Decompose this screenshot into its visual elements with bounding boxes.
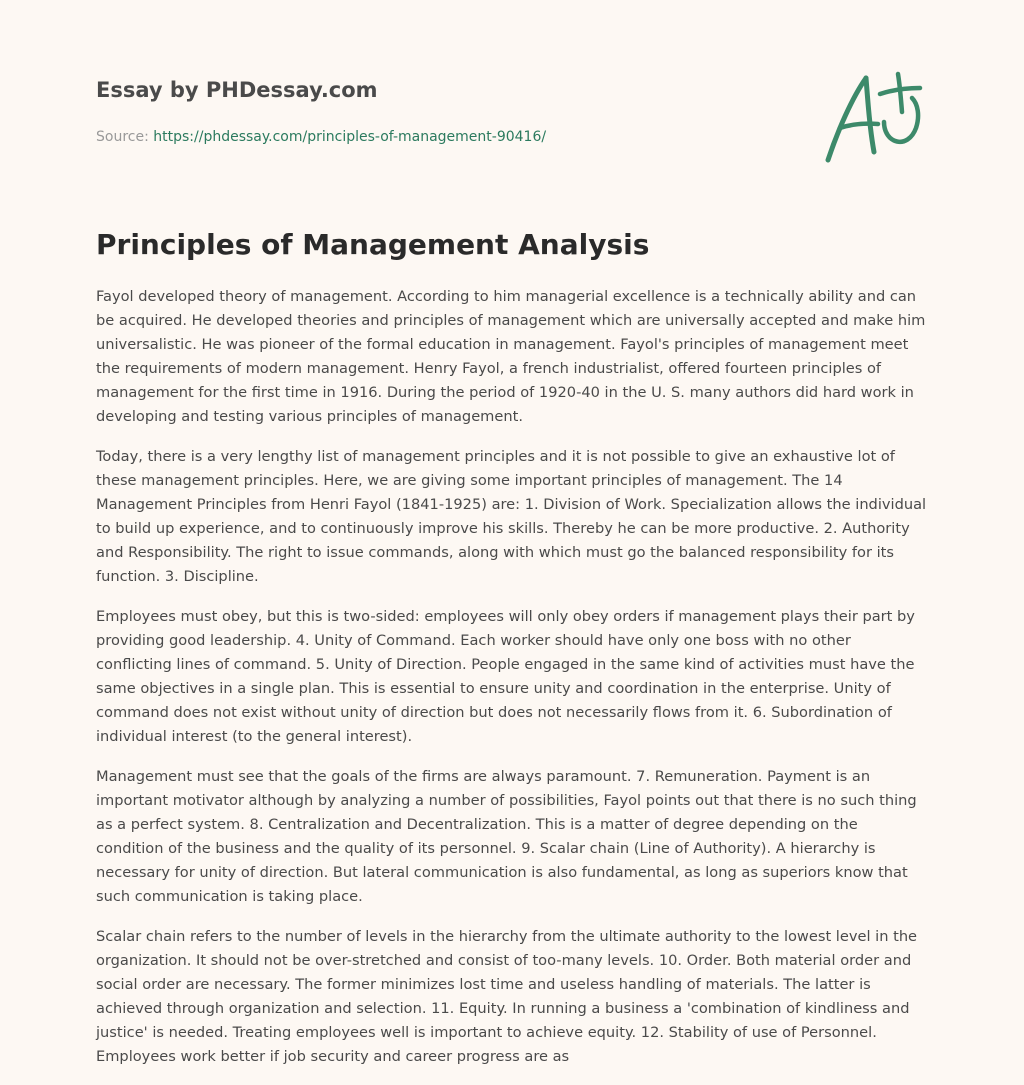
source-link[interactable]: https://phdessay.com/principles-of-management-90416/ bbox=[153, 129, 547, 145]
source-line bbox=[96, 128, 796, 146]
article-body bbox=[96, 285, 928, 1085]
paragraph: Management must see that the goals of the firms are always paramount. 7. Remuneration. Payment is an important motivator although by analyzing a number of possibilities, Fayol points out that there is no such thing as a perfect system. 8. Centralization and Decentralization. This is a matter of degree depending on the condition of the business and the quality of its personnel. 9. Scalar chain (Line of Authority). A hierarchy is necessary for unity of direction. But lateral communication is also fundamental, as long as superiors know that such communication is taking place. bbox=[96, 768, 917, 905]
source-label: Source: bbox=[96, 129, 149, 145]
a-plus-logo-icon bbox=[820, 68, 930, 168]
article-title: Principles of Management Analysis bbox=[96, 228, 650, 261]
paragraph: Today, there is a very lengthy list of management principles and it is not possible to give an exhaustive lot of these management principles. Here, we are giving some important principles of management. The 14 Management Principles from Henri Fayol (1841-1925) are: 1. Division of Work. Specialization allows the individual to build up experience, and to continuously improve his skills. Thereby he can be more productive. 2. Authority and Responsibility. The right to issue commands, along with which must go the balanced responsibility for its function. 3. Discipline. bbox=[96, 448, 927, 585]
paragraph: Fayol developed theory of management. According to him managerial excellence is a technically ability and can be acquired. He developed theories and principles of management which are universally accepted and make him universalistic. He was pioneer of the formal education in management. Fayol's principles of management meet the requirements of modern management. Henry Fayol, a french industrialist, offered fourteen principles of management for the first time in 1916. During the period of 1920-40 in the U. S. many authors did hard work in developing and testing various principles of management. bbox=[96, 288, 926, 425]
paragraph: Employees must obey, but this is two-sided: employees will only obey orders if management plays their part by providing good leadership. 4. Unity of Command. Each worker should have only one boss with no other conflicting lines of command. 5. Unity of Direction. People engaged in the same kind of activities must have the same objectives in a single plan. This is essential to ensure unity and coordination in the enterprise. Unity of command does not exist without unity of direction but does not necessarily flows from it. 6. Subordination of individual interest (to the general interest). bbox=[96, 608, 915, 745]
paragraph: Scalar chain refers to the number of levels in the hierarchy from the ultimate authority to the lowest level in the organization. It should not be over-stretched and consist of too-many levels. 10. Order. Both material order and social order are necessary. The former minimizes lost time and useless handling of materials. The latter is achieved through organization and selection. 11. Equity. In running a business a 'combination of kindliness and justice' is needed. Treating employees well is important to achieve equity. 12. Stability of use of Personnel. Employees work better if job security and career progress are as bbox=[96, 928, 918, 1065]
brand-title: Essay by PHDessay.com bbox=[96, 78, 378, 102]
document-header bbox=[96, 76, 796, 146]
